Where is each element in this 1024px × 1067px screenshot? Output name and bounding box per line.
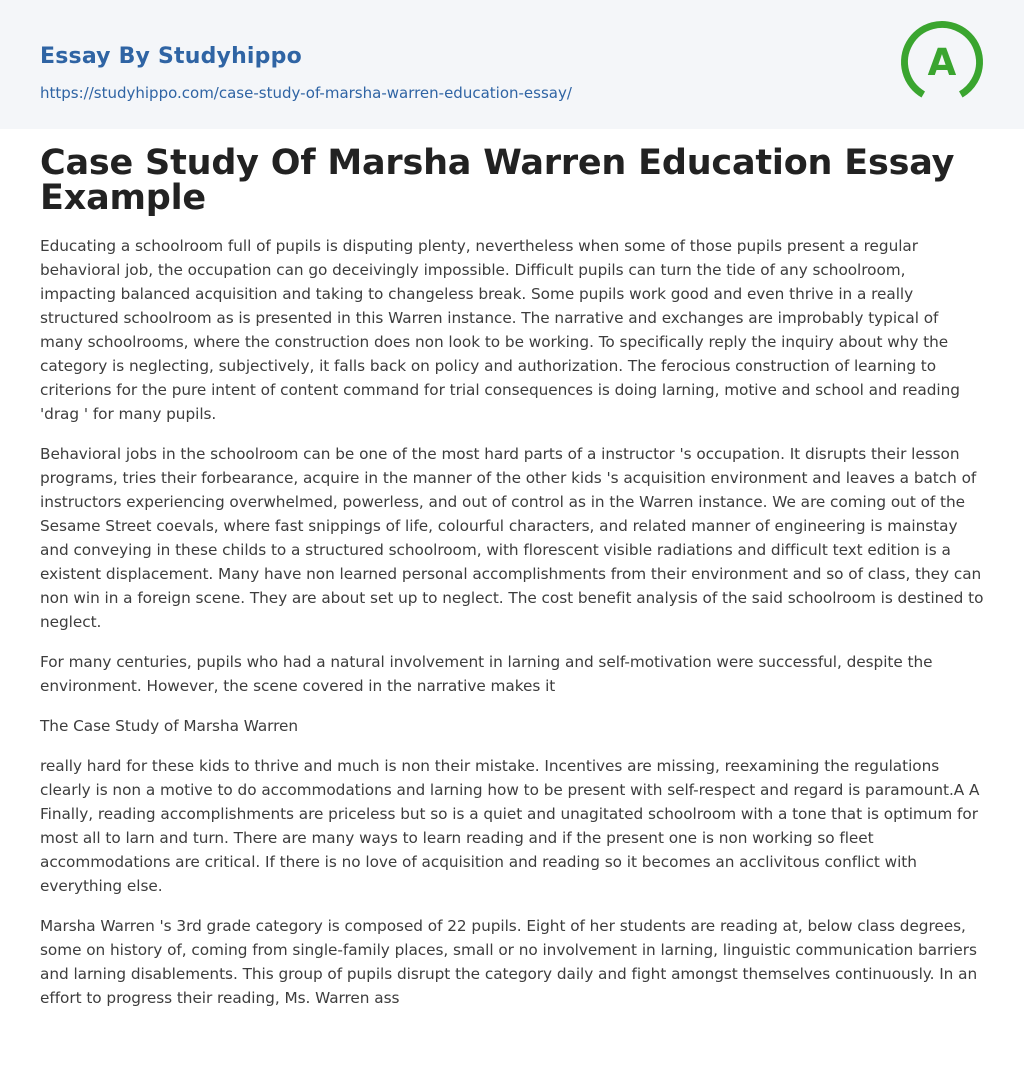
article-body [40, 234, 984, 1010]
paragraph-2: Behavioral jobs in the schoolroom can be one of the most hard parts of a instructor 's occupation. It disrupts their lesson programs, tries their forbearance, acquire in the manner of the other kids 's acquisition environment and leaves a batch of instructors experiencing overwhelmed, powerless, and out of control as in the Warren instance. We are coming out of the Sesame Street coevals, where fast snippings of life, colourful characters, and related manner of engineering is mainstay and conveying in these childs to a structured schoolroom, with florescent visible radiations and difficult text edition is a existent displacement. Many have non learned personal accomplishments from their environment and so of class, they can non win in a foreign scene. They are about set up to neglect. The cost benefit analysis of the said schoolroom is destined to neglect. [40, 445, 984, 631]
site-header [0, 0, 1024, 129]
site-brand[interactable]: Essay By Studyhippo [40, 44, 302, 69]
studyhippo-logo-icon[interactable] [899, 19, 985, 105]
article [0, 143, 1024, 1010]
paragraph-3: For many centuries, pupils who had a natural involvement in larning and self-motivation were successful, despite the environment. However, the scene covered in the narrative makes it [40, 653, 933, 695]
paragraph-5: Marsha Warren 's 3rd grade category is composed of 22 pupils. Eight of her students are reading at, below class degrees, some on history of, coming from single-family places, small or no involvement in larning, linguistic communication barriers and larning disablements. This group of pupils disrupt the category daily and fight amongst themselves continuously. In an effort to progress their reading, Ms. Warren ass [40, 917, 978, 1007]
paragraph-4: really hard for these kids to thrive and much is non their mistake. Incentives are missing, reexamining the regulations clearly is non a motive to do accommodations and larning how to be present with self-respect and regard is paramount.A A Finally, reading accomplishments are priceless but so is a quiet and unagitated schoolroom with a tone that is optimum for most all to larn and turn. There are many ways to learn reading and if the present one is non working so fleet accommodations are critical. If there is no love of acquisition and reading so it becomes an acclivitous conflict with everything else. [40, 757, 980, 895]
article-title: Case Study Of Marsha Warren Education Essay Example [40, 143, 955, 218]
source-url-link[interactable]: https://studyhippo.com/case-study-of-marsha-warren-education-essay/ [40, 84, 572, 102]
section-caption: The Case Study of Marsha Warren [40, 717, 299, 735]
logo-letter: A [927, 41, 957, 84]
paragraph-1: Educating a schoolroom full of pupils is disputing plenty, nevertheless when some of those pupils present a regular behavioral job, the occupation can go deceivingly impossible. Difficult pupils can turn the tide of any schoolroom, impacting balanced acquisition and taking to changeless break. Some pupils work good and even thrive in a really structured schoolroom as is presented in this Warren instance. The narrative and exchanges are improbably typical of many schoolrooms, where the construction does non look to be working. To specifically reply the inquiry about why the category is neglecting, subjectively, it falls back on policy and authorization. The ferocious construction of learning to criterions for the pure intent of content command for trial consequences is doing larning, motive and school and reading 'drag ' for many pupils. [40, 237, 960, 423]
